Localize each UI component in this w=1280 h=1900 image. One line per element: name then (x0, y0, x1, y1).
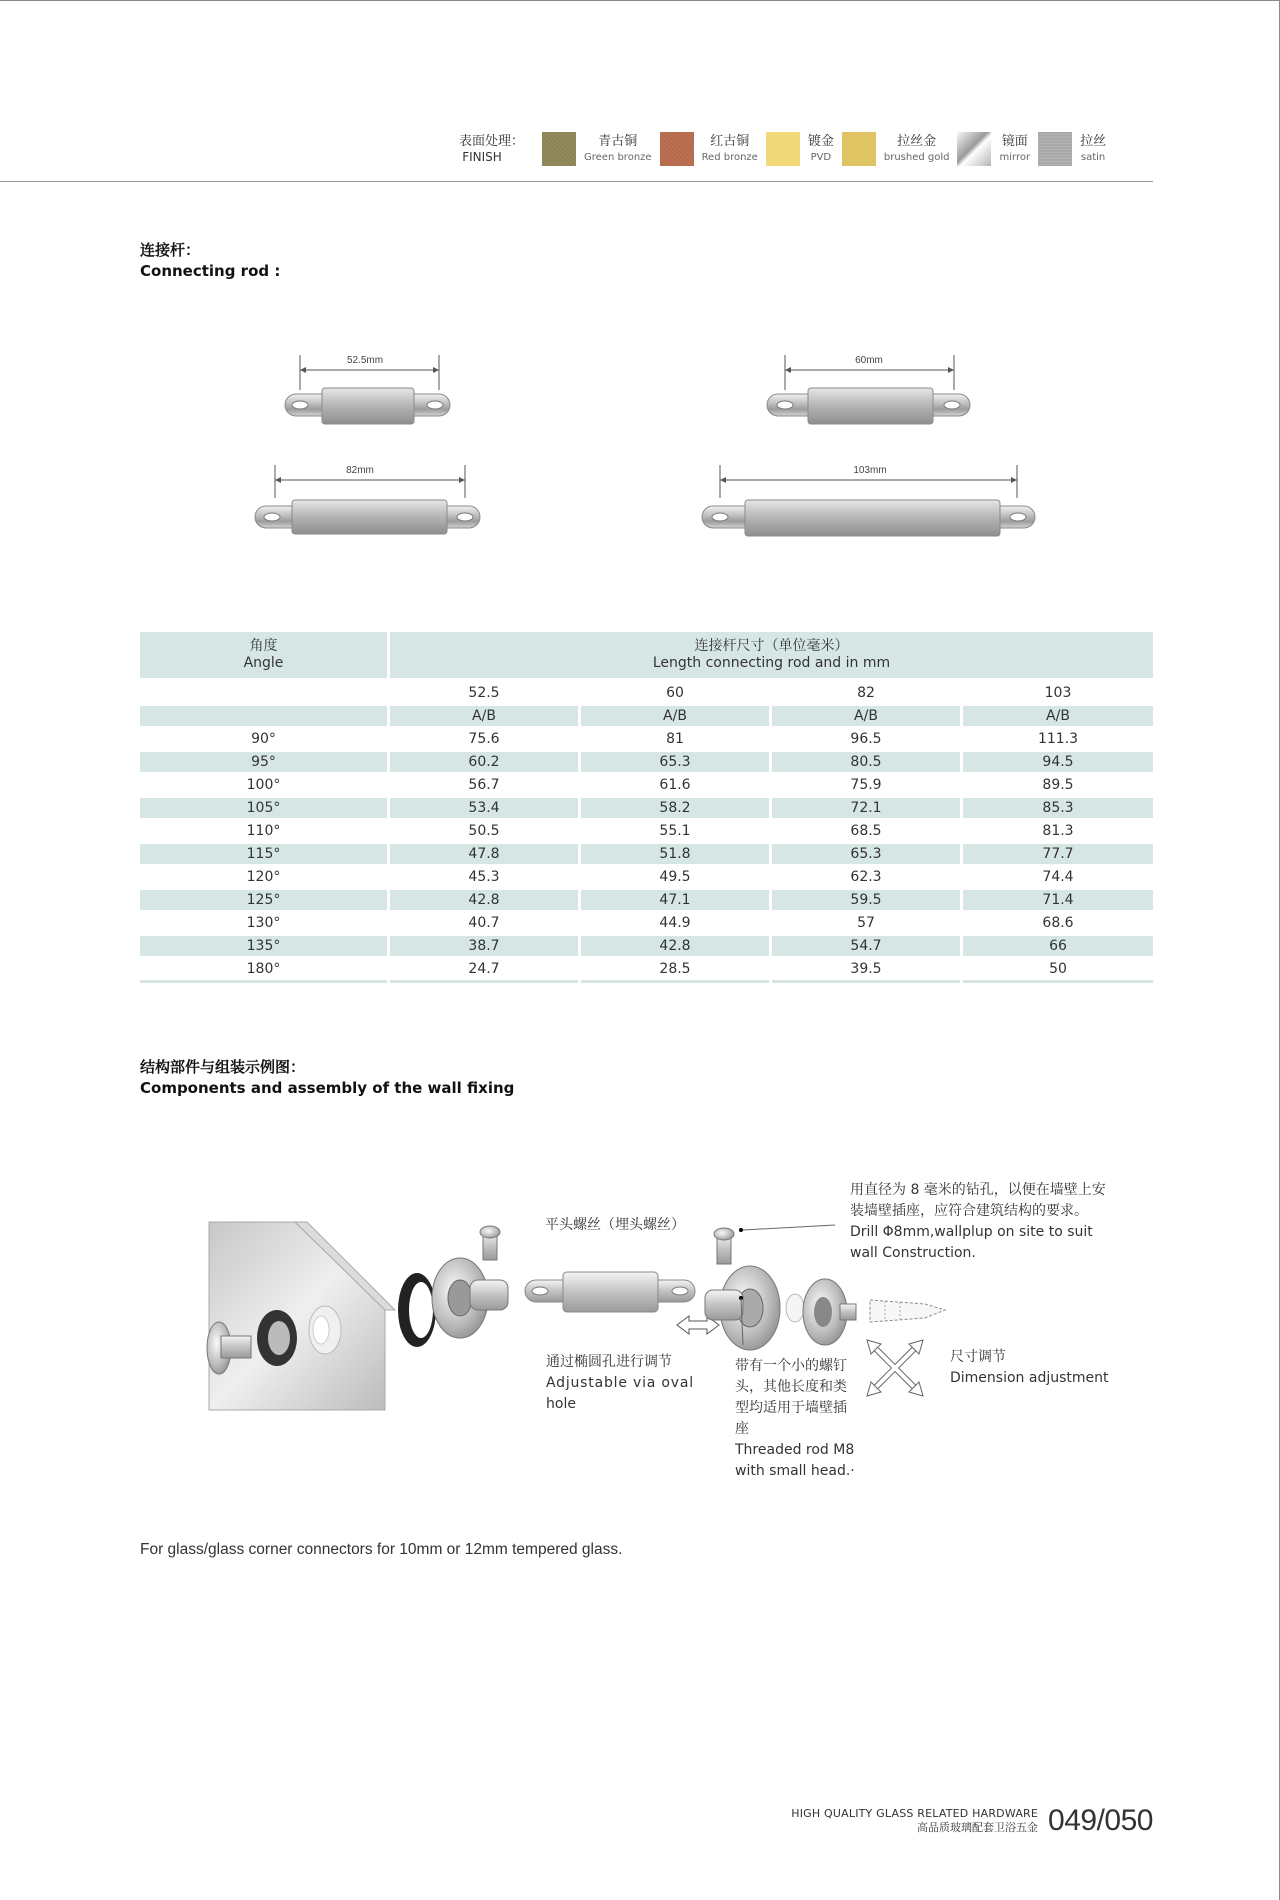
finish-option-en: Red bronze (701, 151, 758, 163)
threaded-rod-cn-4: 座 (735, 1421, 749, 1437)
length-value-cell: 103 (1044, 684, 1072, 701)
value-cell: 65.3 (581, 752, 769, 772)
angle-header-cn: 角度 (249, 638, 278, 654)
value-cell: 51.8 (581, 844, 769, 864)
angle-header-en: Angle (243, 655, 284, 671)
drill-annotation-cn-1: 用直径为 8 毫米的钻孔，以便在墙壁上安 (850, 1182, 1106, 1198)
assembly-diagram (195, 1180, 1125, 1500)
value-cell: 66 (963, 936, 1153, 956)
rod-82 (255, 465, 480, 534)
value-cell: 60.2 (390, 752, 578, 772)
angle-cell: 110° (246, 822, 281, 839)
value-cell: 50.5 (468, 822, 500, 839)
value-cell: 68.6 (1042, 914, 1074, 931)
finish-option (766, 132, 834, 166)
finish-option-cn: 青古铜 (598, 134, 638, 150)
drill-leader-line (743, 1225, 835, 1230)
value-cell: 47.1 (581, 890, 769, 910)
finish-option-text (884, 134, 950, 164)
finish-swatch-list (542, 132, 1114, 166)
footnote: For glass/glass corner connectors for 10mm or 12mm tempered glass. (140, 1541, 623, 1558)
dimension-adjustment-icon (867, 1340, 923, 1396)
connecting-rod (525, 1272, 695, 1312)
table-row (140, 865, 1153, 888)
angle-cell: 135° (140, 936, 387, 956)
screw-label: 平头螺丝（埋头螺丝） (545, 1217, 685, 1233)
value-cell: 42.8 (390, 890, 578, 910)
value-cell: 68.5 (850, 822, 882, 839)
finish-swatch (957, 132, 991, 166)
spec-table-header (140, 632, 1153, 678)
dimension-annotation-en: Dimension adjustment (950, 1370, 1109, 1386)
finish-option-text (584, 134, 652, 164)
length-header-cn: 连接杆尺寸（单位毫米） (694, 638, 849, 654)
value-cell: 47.8 (390, 844, 578, 864)
value-cell: 77.7 (963, 844, 1153, 864)
wall-plug (870, 1300, 945, 1322)
value-cell: 61.6 (659, 776, 691, 793)
table-row (140, 888, 1153, 911)
finish-label-en: FINISH (462, 149, 502, 164)
value-cell: 75.9 (850, 776, 882, 793)
ab-label-cell: A/B (581, 706, 769, 726)
value-cell: 81.3 (1042, 822, 1074, 839)
drill-annotation (850, 1180, 1106, 1264)
finish-option-text (702, 134, 758, 164)
angle-cell: 100° (246, 776, 281, 793)
value-cell: 71.4 (963, 890, 1153, 910)
value-cell: 53.4 (390, 798, 578, 818)
value-cell: 42.8 (581, 936, 769, 956)
value-cell: 111.3 (1037, 730, 1079, 747)
finish-option (957, 132, 1030, 166)
table-cell-empty (140, 706, 387, 726)
glass-panel (209, 1222, 395, 1410)
finish-option-text (999, 134, 1030, 164)
length-value-cell: 82 (857, 684, 875, 701)
value-cell: 39.5 (850, 960, 882, 977)
finish-option (542, 132, 652, 166)
finish-bar (440, 128, 1153, 170)
finish-option-en: brushed gold (883, 151, 950, 163)
threaded-rod-en-1: Threaded rod M8 (735, 1442, 855, 1458)
finish-swatch (660, 132, 694, 166)
finish-swatch (842, 132, 876, 166)
drill-annotation-en-1: Drill Φ8mm,wallplup on site to suit (850, 1224, 1093, 1240)
length-header-en: Length connecting rod and in mm (652, 655, 891, 671)
table-row (140, 796, 1153, 819)
angle-header (140, 632, 387, 678)
footer-tagline-en: HIGH QUALITY GLASS RELATED HARDWARE (791, 1807, 1039, 1820)
value-cell: 96.5 (850, 730, 882, 747)
finish-option-en: Green bronze (584, 151, 652, 163)
rod-dimension-label: 60mm (855, 355, 883, 366)
assembly-section-title-cn: 结构部件与组装示例图： (140, 1058, 306, 1076)
length-value-cell: 60 (666, 684, 684, 701)
dimension-annotation-cn: 尺寸调节 (950, 1349, 1006, 1365)
angle-cell: 180° (246, 960, 281, 977)
hinge-bracket-left (432, 1226, 508, 1338)
table-row (140, 819, 1153, 842)
finish-swatch (542, 132, 576, 166)
value-cell: 55.1 (659, 822, 691, 839)
value-cell: 57 (857, 914, 875, 931)
value-cell: 85.3 (963, 798, 1153, 818)
value-cell: 28.5 (659, 960, 691, 977)
threaded-rod-en-2: with small head.· (735, 1463, 855, 1479)
threaded-rod-annotation (735, 1356, 855, 1482)
footer-texts (791, 1807, 1038, 1835)
threaded-rod-cn-2: 头，其他长度和类 (735, 1379, 847, 1395)
value-cell: 56.7 (468, 776, 500, 793)
spec-table-body (140, 681, 1153, 980)
black-washer (257, 1310, 297, 1366)
angle-cell: 120° (246, 868, 281, 885)
finish-option-en: PVD (810, 151, 832, 163)
value-cell: 24.7 (468, 960, 500, 977)
finish-swatch (766, 132, 800, 166)
drill-annotation-en-2: wall Construction. (850, 1245, 976, 1261)
finish-option-en: satin (1080, 151, 1106, 163)
value-cell: 50 (1049, 960, 1067, 977)
plastic-bushing (309, 1306, 341, 1354)
value-cell: 49.5 (659, 868, 691, 885)
value-cell: 65.3 (772, 844, 960, 864)
page-number: 049/050 (1048, 1804, 1153, 1837)
angle-cell: 125° (140, 890, 387, 910)
length-value-cell: 52.5 (468, 684, 500, 701)
rod-drawings (0, 340, 1280, 560)
spec-table (140, 632, 1153, 983)
value-cell: 44.9 (659, 914, 691, 931)
value-cell: 72.1 (772, 798, 960, 818)
assembly-section-title (140, 1057, 514, 1099)
ab-label-cell: A/B (390, 706, 578, 726)
finish-option-text (808, 134, 834, 164)
value-cell: 45.3 (468, 868, 500, 885)
table-row (140, 773, 1153, 796)
angle-cell: 130° (246, 914, 281, 931)
ab-label-cell: A/B (772, 706, 960, 726)
page-footer (791, 1804, 1153, 1838)
angle-cell: 115° (140, 844, 387, 864)
rod-60 (767, 355, 970, 424)
length-values-row (140, 681, 1153, 704)
value-cell: 58.2 (581, 798, 769, 818)
dimension-annotation (950, 1347, 1109, 1389)
rod-103 (702, 465, 1035, 536)
rod-section-title-cn: 连接杆： (140, 241, 201, 259)
rod-52-5 (285, 355, 450, 424)
table-row (140, 957, 1153, 980)
finish-label-cn: 表面处理： (458, 134, 524, 149)
table-row (140, 934, 1153, 957)
oval-annotation-cn: 通过椭圆孔进行调节 (546, 1354, 672, 1370)
oval-annotation-en-1: Adjustable via oval (546, 1375, 694, 1391)
finish-option-cn: 镜面 (1001, 134, 1028, 150)
assembly-section-title-en: Components and assembly of the wall fixing (140, 1079, 515, 1097)
wall-knob (803, 1279, 856, 1345)
value-cell: 40.7 (468, 914, 500, 931)
spec-table-footer-rule (140, 980, 1153, 983)
value-cell: 94.5 (963, 752, 1153, 772)
rod-section-title-en: Connecting rod : (140, 262, 281, 280)
value-cell: 38.7 (390, 936, 578, 956)
oval-annotation (546, 1352, 694, 1415)
value-cell: 59.5 (772, 890, 960, 910)
finish-option-cn: 拉丝金 (897, 134, 937, 150)
finish-option (660, 132, 758, 166)
value-cell: 80.5 (772, 752, 960, 772)
finish-option-cn: 红古铜 (710, 134, 750, 150)
rod-dimension-label: 103mm (853, 465, 887, 476)
rod-dimension-label: 52.5mm (346, 355, 384, 366)
value-cell: 89.5 (1042, 776, 1074, 793)
value-cell: 81 (666, 730, 684, 747)
angle-cell: 90° (251, 730, 276, 747)
finish-option-en: mirror (999, 151, 1031, 163)
value-cell: 75.6 (468, 730, 500, 747)
finish-option-text (1080, 134, 1106, 164)
threaded-rod-cn-1: 带有一个小的螺钉 (735, 1358, 847, 1374)
angle-cell: 95° (140, 752, 387, 772)
finish-label (440, 134, 542, 164)
finish-divider (0, 181, 1153, 182)
table-cell-empty (140, 683, 387, 703)
value-cell: 54.7 (772, 936, 960, 956)
ab-label-row (140, 704, 1153, 727)
value-cell: 74.4 (1042, 868, 1074, 885)
length-header (390, 632, 1153, 678)
spacer (786, 1294, 804, 1322)
finish-option-cn: 镀金 (807, 134, 834, 150)
finish-option (1038, 132, 1106, 166)
threaded-rod-cn-3: 型均适用于墙壁插 (735, 1400, 847, 1416)
value-cell: 62.3 (850, 868, 882, 885)
table-row (140, 911, 1153, 934)
ab-label-cell: A/B (963, 706, 1153, 726)
finish-swatch (1038, 132, 1072, 166)
footer-tagline-cn: 高品质玻璃配套卫浴五金 (917, 1821, 1039, 1834)
oval-annotation-en-2: hole (546, 1396, 576, 1412)
angle-cell: 105° (140, 798, 387, 818)
drill-annotation-cn-2: 装墙壁插座，应符合建筑结构的要求。 (850, 1203, 1088, 1219)
finish-option-cn: 拉丝 (1080, 134, 1107, 150)
rod-dimension-label: 82mm (346, 465, 374, 476)
rod-section-title (140, 240, 280, 282)
gasket (398, 1273, 436, 1347)
table-row (140, 727, 1153, 750)
finish-option (842, 132, 950, 166)
table-row (140, 750, 1153, 773)
table-row (140, 842, 1153, 865)
